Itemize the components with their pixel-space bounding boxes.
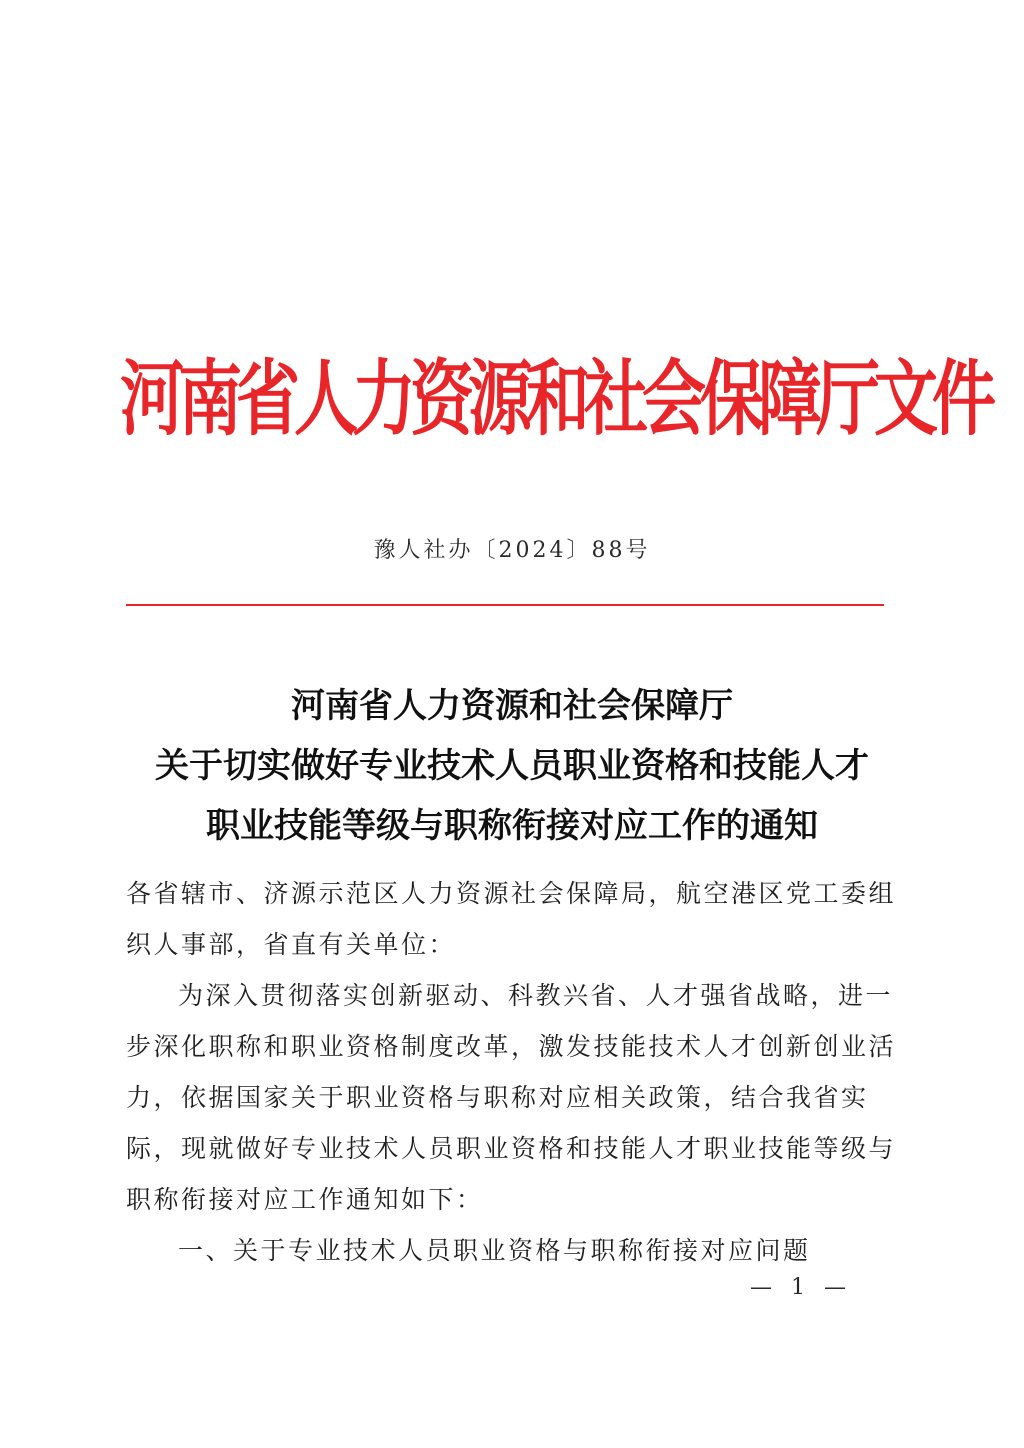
document-number: 豫人社办〔2024〕88号 (373, 538, 651, 563)
document-masthead: 河南省人力资源和社会保障厅文件 (120, 352, 990, 448)
section-heading-1: 一、关于专业技术人员职业资格与职称衔接对应问题 (178, 1236, 811, 1265)
body-line-2: 织人事部，省直有关单位： (126, 930, 457, 959)
page-number: — 1 — (750, 1275, 852, 1300)
title-line-2: 关于切实做好专业技术人员职业资格和技能人才 (155, 746, 869, 786)
body-line-5: 力，依据国家关于职业资格与职称对应相关政策，结合我省实 (126, 1083, 869, 1112)
body-line-7: 职称衔接对应工作通知如下： (126, 1185, 484, 1214)
body-line-1: 各省辖市、济源示范区人力资源社会保障局，航空港区党工委组 (126, 879, 897, 908)
red-divider-line (126, 604, 884, 606)
document-body (126, 868, 897, 1276)
body-line-6: 际，现就做好专业技术人员职业资格和技能人才职业技能等级与 (126, 1134, 897, 1163)
title-line-1: 河南省人力资源和社会保障厅 (291, 686, 733, 726)
body-line-3: 为深入贯彻落实创新驱动、科教兴省、人才强省战略，进一 (178, 981, 894, 1010)
body-line-4: 步深化职称和职业资格制度改革，激发技能技术人才创新创业活 (126, 1032, 897, 1061)
title-line-3: 职业技能等级与职称衔接对应工作的通知 (206, 806, 818, 846)
document-title (100, 676, 924, 856)
